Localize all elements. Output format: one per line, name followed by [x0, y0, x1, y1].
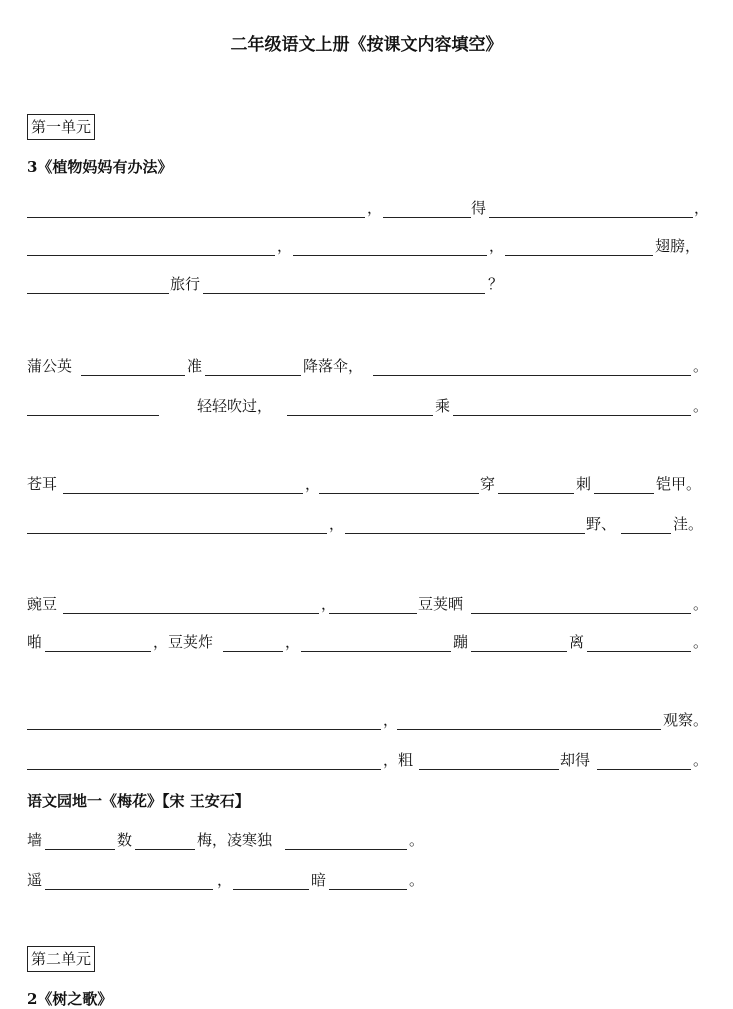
text-jiangluosan: 降落伞，	[303, 357, 364, 375]
blank[interactable]	[621, 516, 671, 534]
period: 。	[409, 871, 425, 889]
text-cu: ，粗	[383, 751, 414, 769]
blank[interactable]	[27, 398, 159, 416]
comma: ，	[277, 237, 293, 255]
text-yao: 遥	[27, 871, 43, 889]
question-mark: ？	[488, 275, 504, 293]
text-shu: 数	[117, 831, 133, 849]
text-li: 离	[569, 633, 585, 651]
blank[interactable]	[373, 358, 691, 376]
blank[interactable]	[135, 832, 195, 850]
blank[interactable]	[63, 596, 319, 614]
blank[interactable]	[27, 238, 275, 256]
blank[interactable]	[498, 476, 574, 494]
text-doujiazha: ，豆荚炸	[153, 633, 214, 651]
blank[interactable]	[471, 596, 691, 614]
blank[interactable]	[597, 752, 691, 770]
blank[interactable]	[285, 832, 407, 850]
text-guancha: 观察。	[663, 711, 709, 729]
text-mei: 梅，凌寒独	[197, 831, 273, 849]
comma: ，	[321, 595, 337, 613]
blank[interactable]	[45, 872, 213, 890]
period: 。	[693, 357, 709, 375]
blank[interactable]	[453, 398, 691, 416]
text-an: 暗	[311, 871, 327, 889]
page-title: 二年级语文上册《按课文内容填空》	[230, 35, 503, 55]
text-chuan: 穿	[480, 475, 496, 493]
text-de: 得	[471, 199, 487, 217]
comma: ，	[285, 633, 301, 651]
period: 。	[693, 751, 709, 769]
blank[interactable]	[471, 634, 567, 652]
blank[interactable]	[223, 634, 283, 652]
comma: ，	[217, 871, 233, 889]
text-quede: 却得	[560, 751, 591, 769]
blank[interactable]	[345, 516, 585, 534]
blank[interactable]	[329, 596, 417, 614]
period: 。	[409, 831, 425, 849]
blank[interactable]	[45, 832, 115, 850]
period: 。	[693, 633, 709, 651]
comma: ，	[305, 475, 321, 493]
blank[interactable]	[203, 276, 485, 294]
text-wandou: 豌豆	[27, 595, 58, 613]
period: 。	[693, 397, 709, 415]
comma: ，	[694, 199, 710, 217]
unit-label-1: 第一单元	[27, 114, 95, 140]
blank[interactable]	[505, 238, 653, 256]
text-doujiashai: 豆荚晒	[418, 595, 464, 613]
text-lvxing: 旅行	[170, 275, 201, 293]
blank[interactable]	[27, 516, 327, 534]
blank[interactable]	[383, 200, 471, 218]
comma: ，	[489, 237, 505, 255]
text-cheng: 乘	[435, 397, 451, 415]
blank[interactable]	[587, 634, 691, 652]
blank[interactable]	[63, 476, 303, 494]
lesson-heading-3: 3《植物妈妈有办法》	[27, 158, 173, 176]
blank[interactable]	[301, 634, 451, 652]
text-wa: 洼。	[673, 515, 704, 533]
comma: ，	[367, 199, 383, 217]
comma: ，	[329, 515, 345, 533]
blank[interactable]	[27, 712, 381, 730]
text-qingqing: 轻轻吹过，	[197, 397, 273, 415]
blank[interactable]	[27, 200, 365, 218]
text-pa: 啪	[27, 633, 43, 651]
blank[interactable]	[319, 476, 479, 494]
text-qiang: 墙	[27, 831, 43, 849]
text-beng: 蹦	[453, 633, 469, 651]
blank[interactable]	[287, 398, 433, 416]
blank[interactable]	[329, 872, 407, 890]
text-canger: 苍耳	[27, 475, 58, 493]
blank[interactable]	[489, 200, 693, 218]
blank[interactable]	[233, 872, 309, 890]
blank[interactable]	[27, 752, 381, 770]
blank[interactable]	[594, 476, 654, 494]
unit-label-2: 第二单元	[27, 946, 95, 972]
text-pugongying: 蒲公英	[27, 357, 73, 375]
text-zhun: 准	[187, 357, 203, 375]
blank[interactable]	[81, 358, 185, 376]
text-ye: 野、	[586, 515, 617, 533]
text-ci: 刺	[576, 475, 592, 493]
blank[interactable]	[27, 276, 169, 294]
lesson-heading-2: 2《树之歌》	[27, 990, 113, 1008]
blank[interactable]	[45, 634, 151, 652]
blank[interactable]	[419, 752, 559, 770]
section-heading-garden: 语文园地一《梅花》【宋 王安石】	[27, 792, 250, 810]
text-kaijia: 铠甲。	[656, 475, 702, 493]
comma: ，	[383, 711, 399, 729]
text-chibang: 翅膀，	[655, 237, 701, 255]
period: 。	[693, 595, 709, 613]
blank[interactable]	[293, 238, 487, 256]
blank[interactable]	[397, 712, 661, 730]
blank[interactable]	[205, 358, 301, 376]
